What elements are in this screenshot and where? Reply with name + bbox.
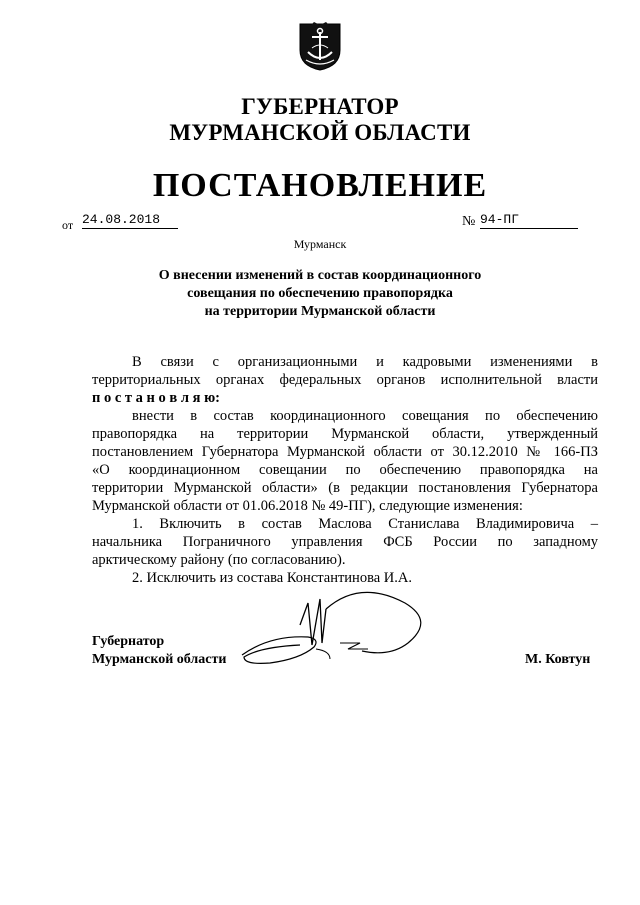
- paragraph-line: внести в состав координационного совещания по обеспечению: [132, 408, 598, 424]
- subject-line: О внесении изменений в состав координационного: [158, 268, 482, 283]
- subject-line: на территории Мурманской области: [204, 304, 436, 319]
- signer-title-line1: Губернатор: [92, 634, 165, 649]
- list-item-1-line: арктическому району (по согласованию).: [92, 552, 346, 568]
- number-prefix: №: [462, 214, 476, 229]
- subject-line: совещания по обеспечению правопорядка: [187, 286, 453, 301]
- list-item-1-line: начальника Пограничного управления ФСБ России по западному: [92, 534, 598, 550]
- org-title-line1: ГУБЕРНАТОР: [241, 94, 399, 119]
- org-title-line2: МУРМАНСКОЙ ОБЛАСТИ: [169, 120, 471, 145]
- signer-name: М. Ковтун: [525, 652, 591, 667]
- paragraph-line: постановлением Губернатора Мурманской области от 30.12.2010 № 166-ПЗ: [92, 444, 598, 460]
- city-label: Мурманск: [293, 237, 347, 251]
- intro-line-1: В связи с организационными и кадровыми изменениями в: [132, 354, 598, 370]
- paragraph-line: Мурманской области от 01.06.2018 № 49-ПГ), следующие изменения:: [92, 498, 523, 514]
- coat-of-arms-icon: [296, 20, 344, 72]
- document-type-title: ПОСТАНОВЛЕНИЕ: [152, 167, 488, 204]
- handwritten-signature-icon: [230, 585, 450, 675]
- signer-title-line2: Мурманской области: [92, 652, 227, 667]
- intro-line-2: территориальных органах федеральных органов исполнительной власти: [92, 372, 598, 388]
- document-date: 24.08.2018: [82, 212, 178, 229]
- paragraph-line: правопорядка на территории Мурманской области, утвержденный: [92, 426, 598, 442]
- paragraph-line: «О координационном совещании по обеспечению правопорядка на: [92, 462, 598, 478]
- paragraph-line: территории Мурманской области» (в редакции постановления Губернатора: [92, 480, 598, 496]
- resolve-word: п о с т а н о в л я ю:: [92, 390, 220, 406]
- list-item-2: 2. Исключить из состава Константинова И.А.: [132, 570, 412, 586]
- date-prefix: от: [62, 218, 74, 232]
- list-item-1-line: 1. Включить в состав Маслова Станислава Владимировича –: [132, 516, 598, 532]
- document-number: 94-ПГ: [480, 212, 578, 229]
